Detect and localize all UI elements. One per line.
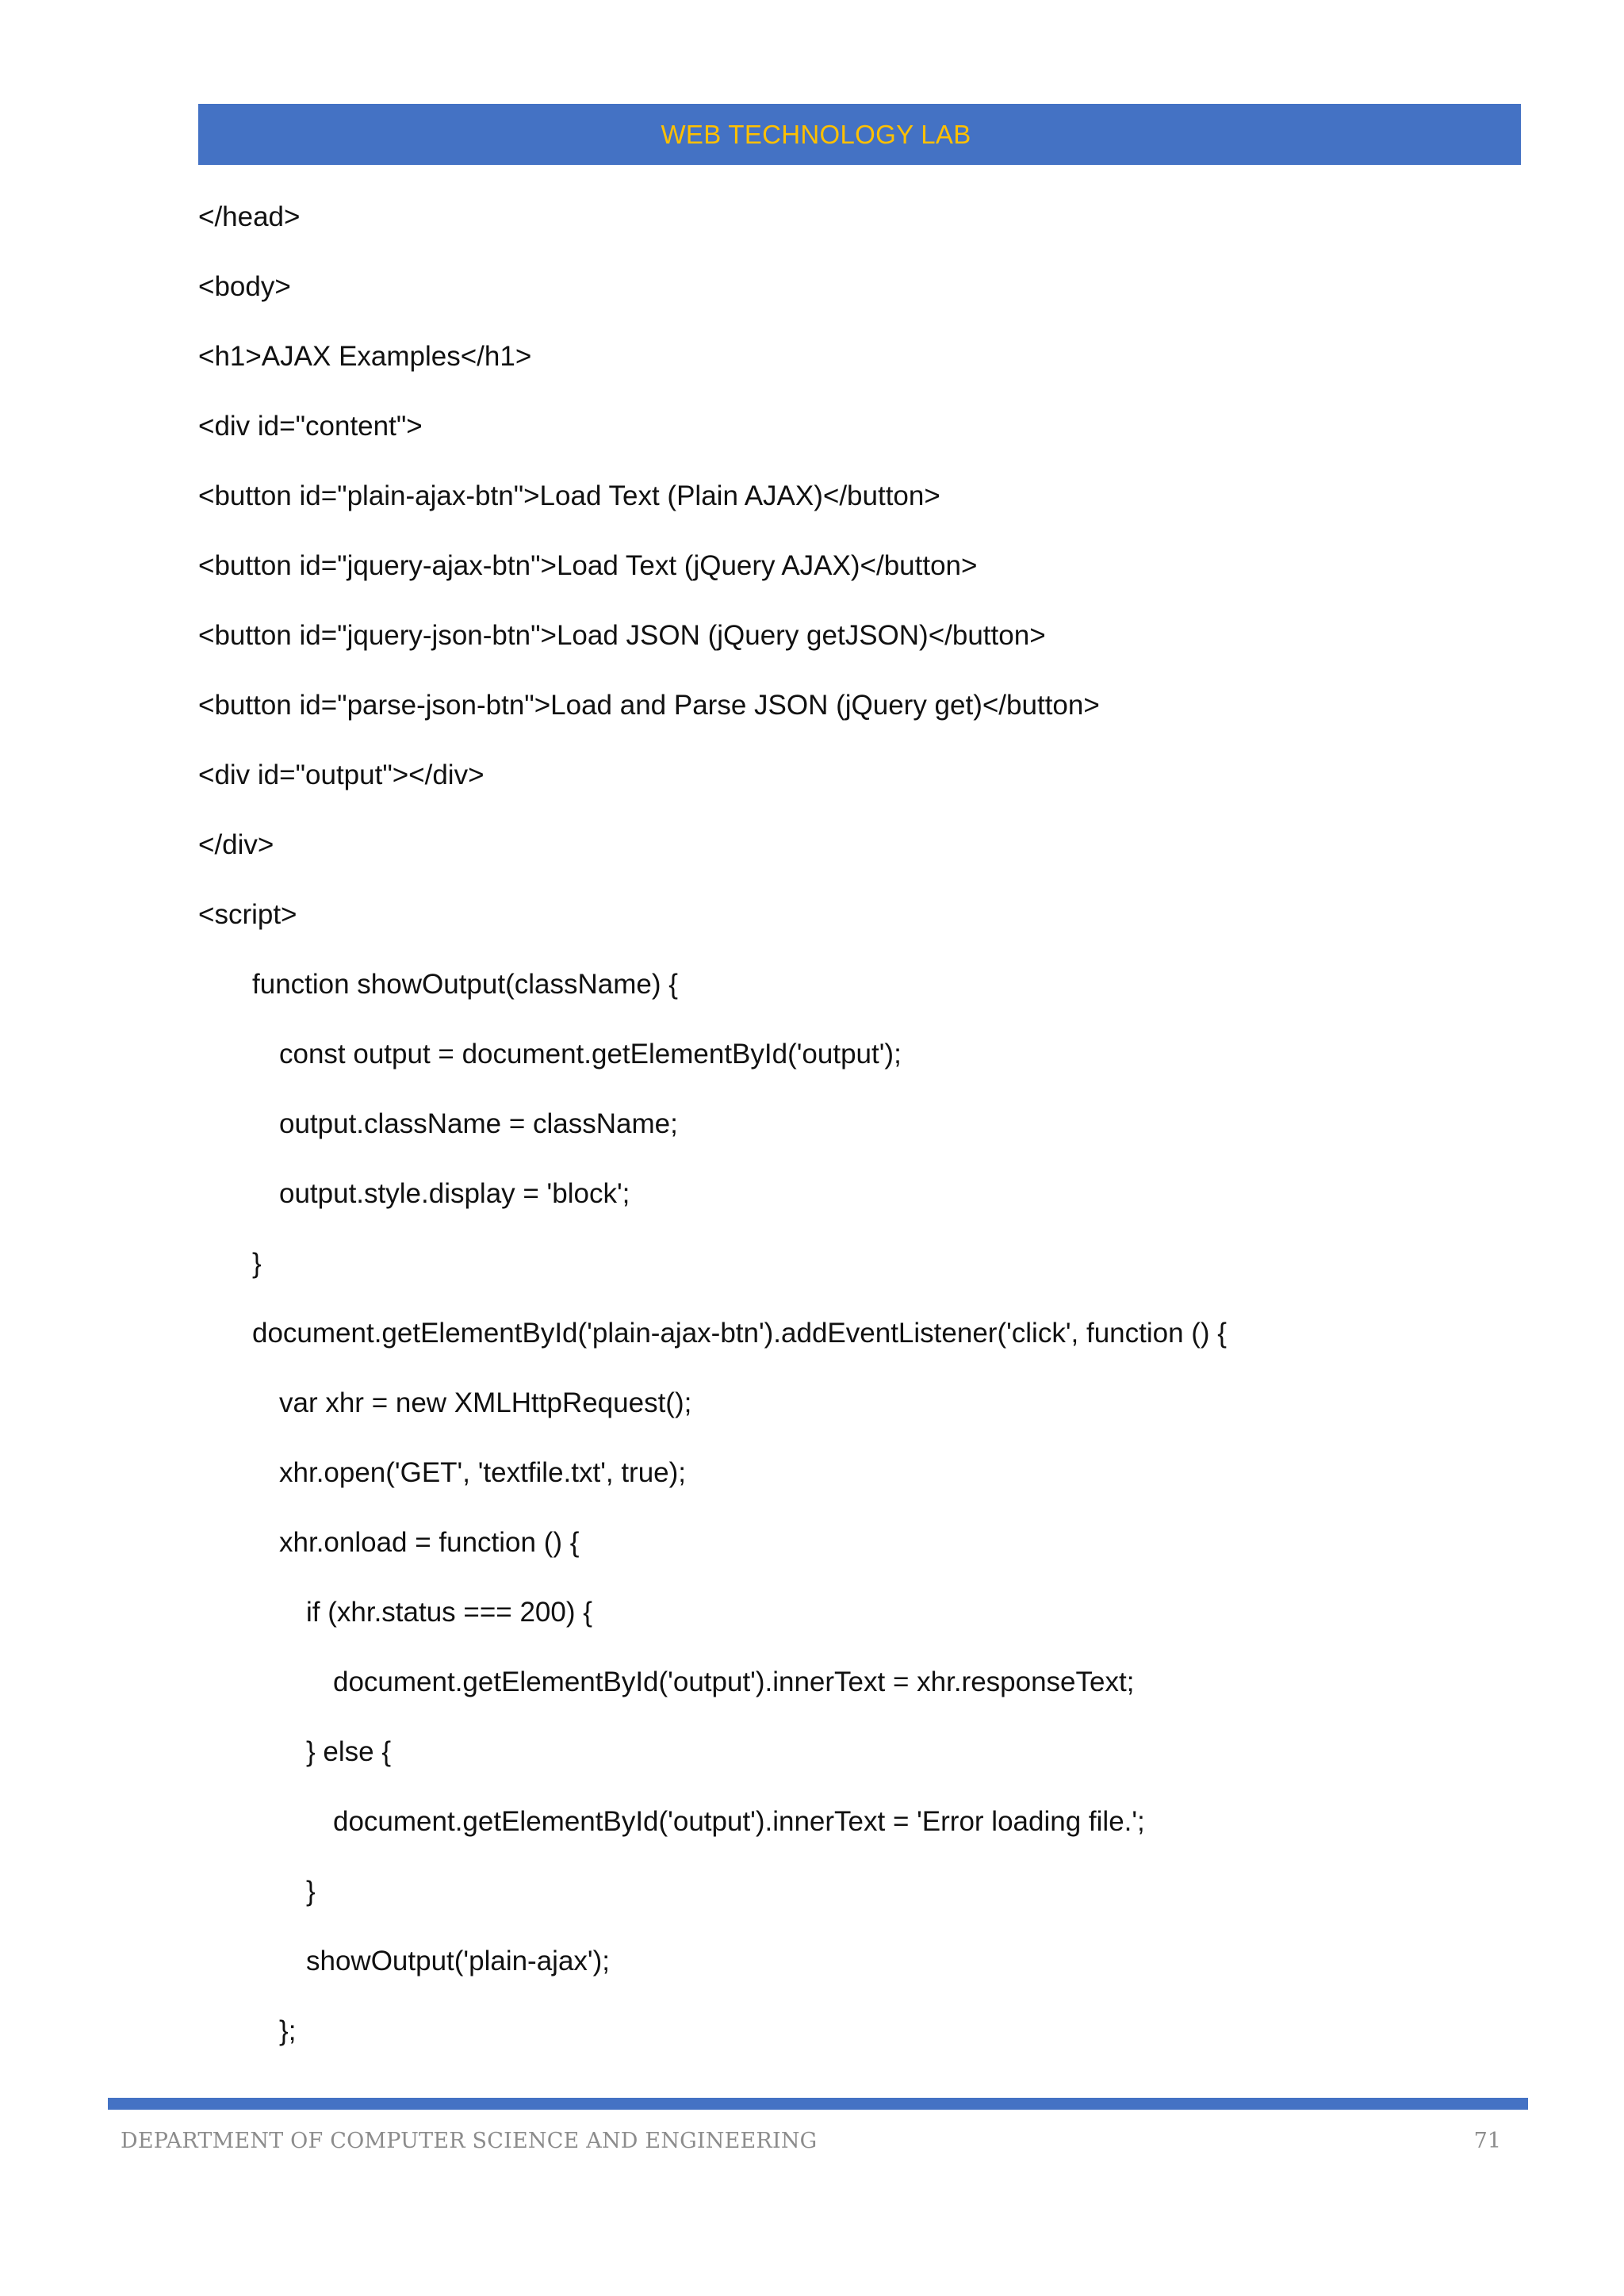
- code-line: var xhr = new XMLHttpRequest();: [279, 1387, 692, 1418]
- code-line: document.getElementById('output').innerText = xhr.responseText;: [333, 1667, 1135, 1697]
- code-line: xhr.open('GET', 'textfile.txt', true);: [279, 1457, 687, 1488]
- header-bar: [198, 104, 1521, 165]
- code-line: <button id="jquery-json-btn">Load JSON (jQuery getJSON)</button>: [198, 620, 1046, 651]
- code-line: <body>: [198, 271, 291, 302]
- code-line: }: [306, 1876, 316, 1907]
- code-listing: [198, 193, 1546, 2077]
- code-line: showOutput('plain-ajax');: [306, 1946, 610, 1976]
- page-number: 71: [1473, 2129, 1501, 2153]
- footer-department: DEPARTMENT OF COMPUTER SCIENCE AND ENGINEERING: [121, 2129, 818, 2153]
- page-header-title: WEB TECHNOLOGY LAB: [661, 120, 971, 149]
- code-line: }: [252, 1248, 262, 1279]
- code-line: <button id="plain-ajax-btn">Load Text (Plain AJAX)</button>: [198, 480, 940, 511]
- code-line: output.style.display = 'block';: [279, 1178, 630, 1209]
- footer-divider: [108, 2098, 1528, 2110]
- code-line: if (xhr.status === 200) {: [306, 1597, 592, 1628]
- code-line: document.getElementById('output').innerText = 'Error loading file.';: [333, 1806, 1145, 1837]
- code-line: document.getElementById('plain-ajax-btn').addEventListener('click', function () {: [252, 1318, 1227, 1349]
- code-line: function showOutput(className) {: [252, 969, 678, 1000]
- code-line: output.className = className;: [279, 1108, 678, 1139]
- code-line: </head>: [198, 201, 301, 232]
- code-line: xhr.onload = function () {: [279, 1527, 580, 1558]
- code-line: <button id="parse-json-btn">Load and Parse JSON (jQuery get)</button>: [198, 690, 1100, 721]
- code-line: <div id="output"></div>: [198, 760, 485, 790]
- code-line: <div id="content">: [198, 411, 423, 442]
- code-line: };: [279, 2015, 297, 2046]
- code-line: <h1>AJAX Examples</h1>: [198, 341, 532, 372]
- code-line: </div>: [198, 829, 274, 860]
- code-line: } else {: [306, 1736, 392, 1767]
- code-line: const output = document.getElementById('output');: [279, 1039, 902, 1070]
- code-line: <button id="jquery-ajax-btn">Load Text (jQuery AJAX)</button>: [198, 550, 978, 581]
- code-line: <script>: [198, 899, 297, 930]
